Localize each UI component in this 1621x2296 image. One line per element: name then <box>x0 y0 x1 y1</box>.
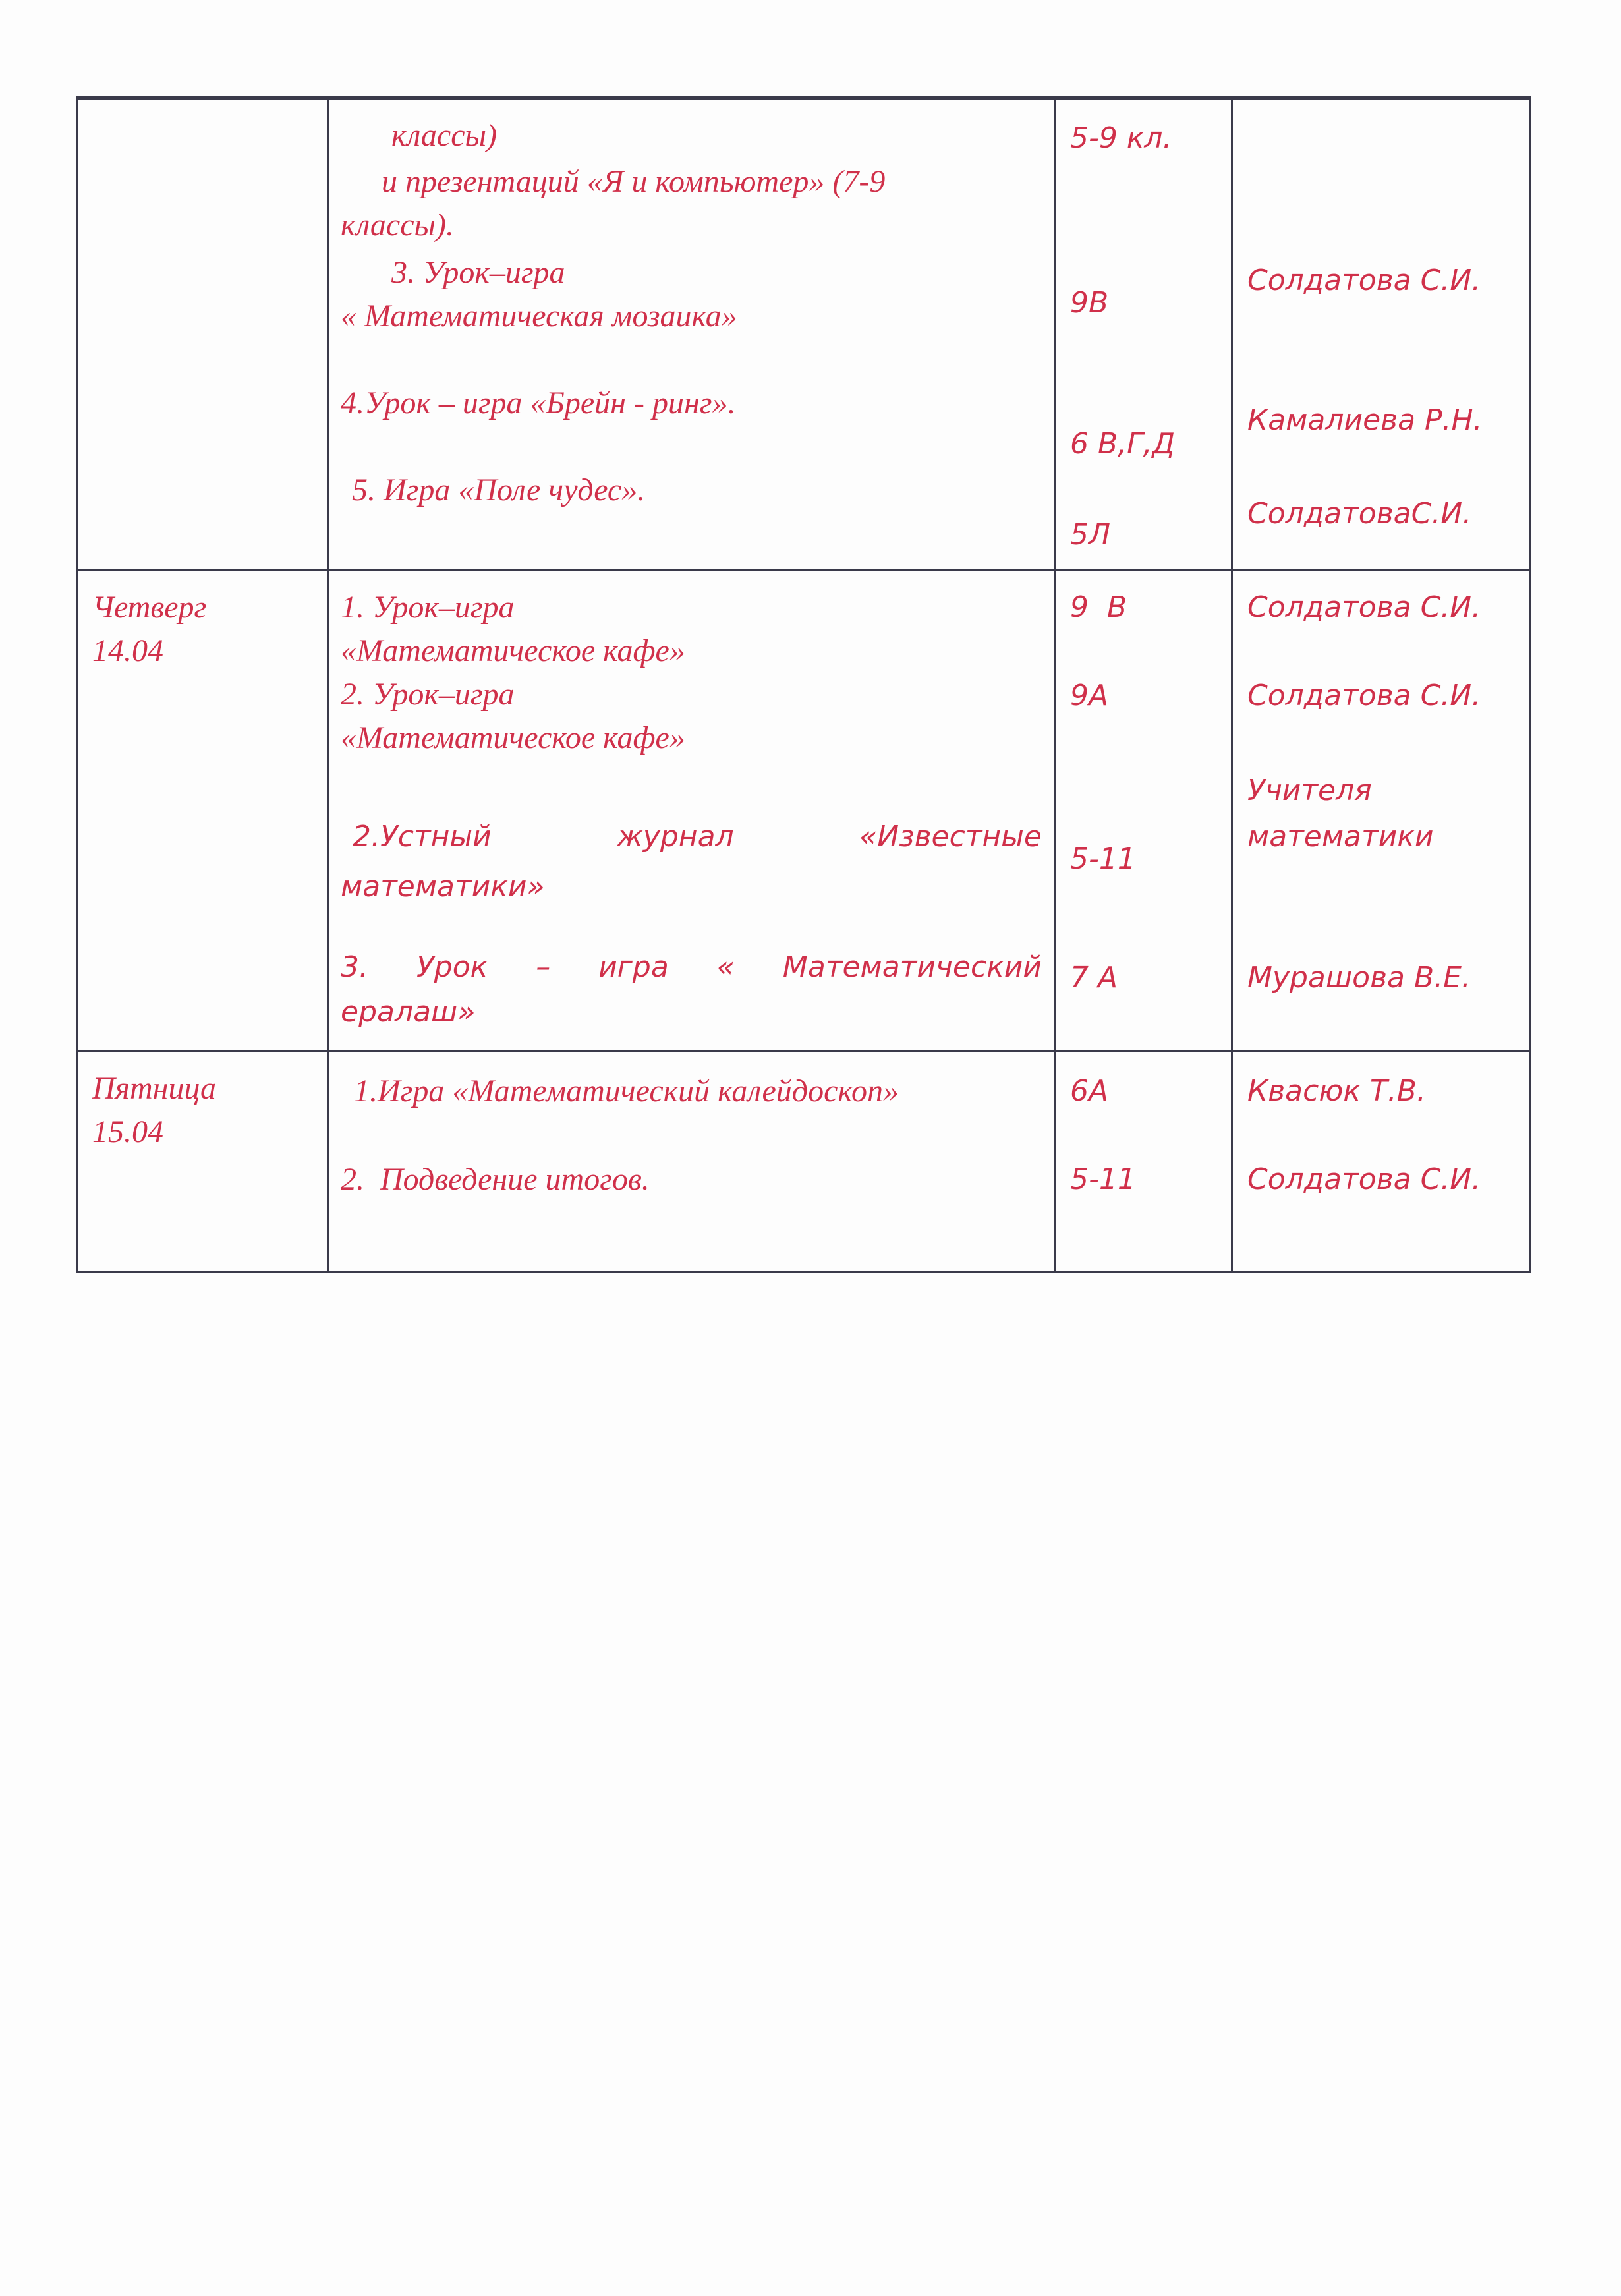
event-text: классы). <box>341 208 455 243</box>
event-word: журнал <box>617 820 734 853</box>
teacher-text: Солдатова С.И. <box>1247 1162 1481 1196</box>
schedule-table <box>76 96 1531 1273</box>
event-word: «Известные <box>859 820 1042 853</box>
day-cell <box>77 1052 328 1273</box>
event-word: – <box>536 950 551 984</box>
event-word: Математический <box>782 950 1042 984</box>
event-text: 1.Игра «Математический калейдоскоп» <box>354 1074 899 1108</box>
table-row <box>77 99 1531 571</box>
event-cell <box>328 99 1055 571</box>
teacher-text: математики <box>1247 820 1434 853</box>
date-label: 15.04 <box>92 1114 163 1149</box>
event-word: 2.Устный <box>353 820 492 853</box>
event-text: 1. Урок–игра <box>341 590 515 625</box>
teacher-cell <box>1232 1052 1531 1273</box>
event-text: 5. Игра «Поле чудес». <box>352 473 646 507</box>
class-text: 5-11 <box>1070 842 1136 876</box>
event-justified-line <box>341 815 1042 859</box>
event-text: «Математическое кафе» <box>341 720 685 755</box>
teacher-text: Солдатова С.И. <box>1247 679 1481 712</box>
class-text: 5-9 кл. <box>1070 121 1172 155</box>
event-word: 3. <box>341 950 368 984</box>
event-text: математики» <box>341 870 545 904</box>
teacher-text: Учителя <box>1247 774 1372 807</box>
class-text: 5Л <box>1070 518 1111 552</box>
teacher-text: Солдатова С.И. <box>1247 590 1481 624</box>
event-word: игра <box>598 950 669 984</box>
event-text: 2. Урок–игра <box>341 677 515 712</box>
class-text: 9А <box>1070 679 1109 712</box>
event-text: и презентаций «Я и компьютер» (7-9 <box>382 164 886 199</box>
class-text: 9 В <box>1070 590 1127 624</box>
event-text: 3. Урок–игра <box>391 255 565 290</box>
table-row <box>77 1052 1531 1273</box>
teacher-text: Солдатова С.И. <box>1247 264 1481 297</box>
day-label: Пятница <box>92 1071 217 1106</box>
event-justified-line <box>341 946 1042 989</box>
class-text: 5-11 <box>1070 1162 1136 1196</box>
event-cell <box>328 1052 1055 1273</box>
table-row <box>77 571 1531 1052</box>
day-label: Четверг <box>92 590 207 625</box>
teacher-text: СолдатоваС.И. <box>1247 497 1472 531</box>
day-cell <box>77 99 328 571</box>
class-text: 6А <box>1070 1074 1109 1108</box>
event-text: 2. Подведение итогов. <box>341 1162 650 1197</box>
class-cell <box>1055 99 1232 571</box>
event-text: « Математическая мозаика» <box>341 299 737 333</box>
event-text: 4.Урок – игра «Брейн - ринг». <box>341 386 736 420</box>
class-cell <box>1055 1052 1232 1273</box>
day-cell <box>77 571 328 1052</box>
teacher-cell <box>1232 571 1531 1052</box>
class-text: 9В <box>1070 286 1109 320</box>
event-cell <box>328 571 1055 1052</box>
event-text: классы) <box>391 118 498 153</box>
teacher-text: Мурашова В.Е. <box>1247 961 1471 994</box>
date-label: 14.04 <box>92 633 163 668</box>
class-cell <box>1055 571 1232 1052</box>
event-text: «Математическое кафе» <box>341 633 685 668</box>
teacher-text: Квасюк Т.В. <box>1247 1074 1426 1108</box>
event-text: ералаш» <box>341 995 476 1029</box>
class-text: 6 В,Г,Д <box>1070 427 1176 461</box>
teacher-cell <box>1232 99 1531 571</box>
event-word: « <box>716 950 735 984</box>
event-word: Урок <box>416 950 488 984</box>
class-text: 7 А <box>1070 961 1118 994</box>
teacher-text: Камалиева Р.Н. <box>1247 403 1483 437</box>
